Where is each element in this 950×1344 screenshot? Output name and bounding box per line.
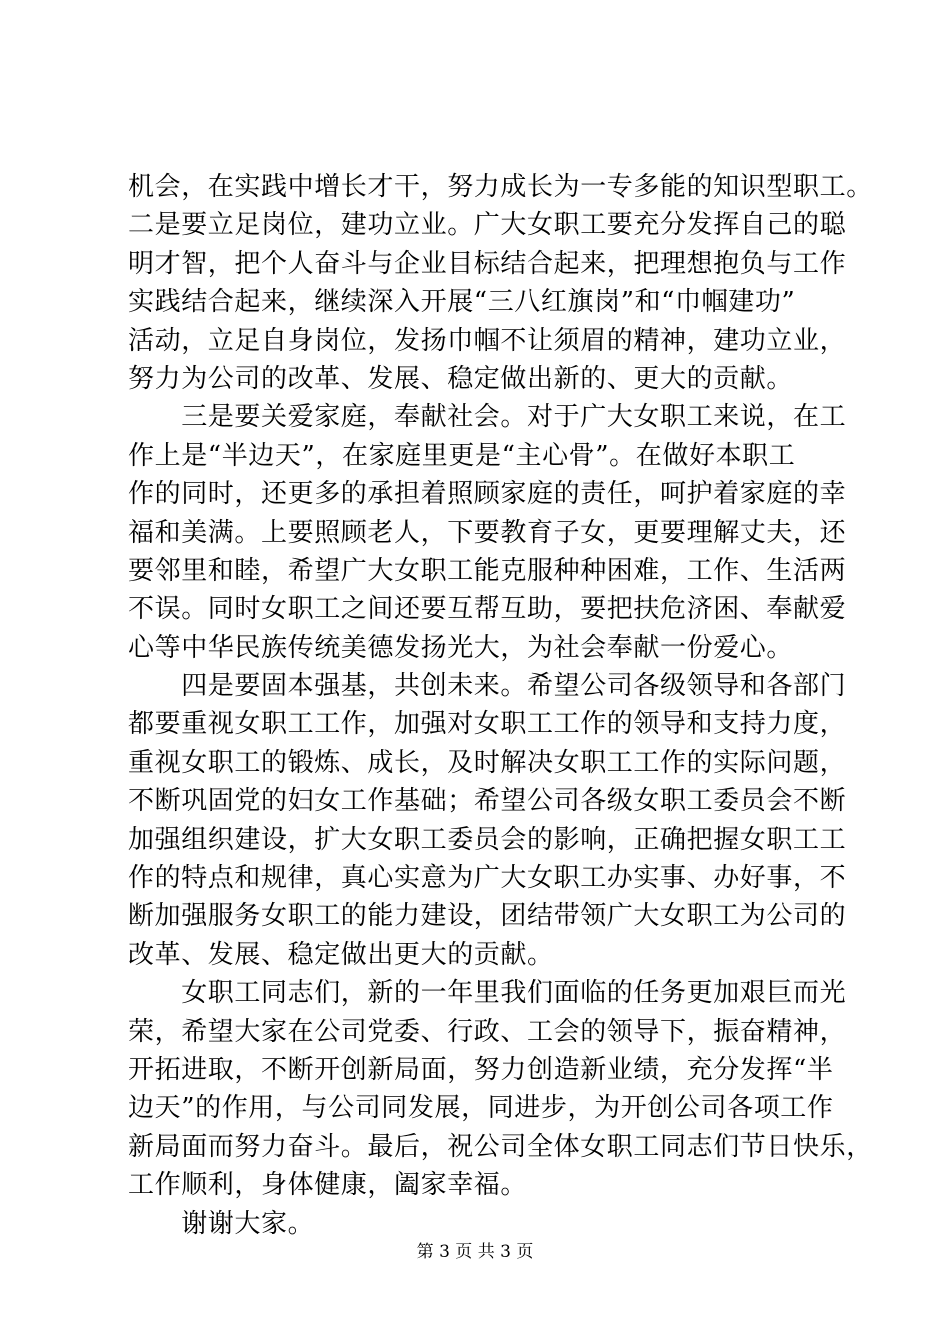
text-line: 明才智，把个人奋斗与企业目标结合起来，把理想抱负与工作 bbox=[128, 248, 847, 279]
text-line: 加强组织建设，扩大女职工委员会的影响，正确把握女职工工 bbox=[128, 824, 847, 855]
text-line: 断加强服务女职工的能力建设，团结带领广大女职工为公司的 bbox=[128, 901, 847, 932]
text-line: 机会，在实践中增长才干，努力成长为一专多能的知识型职工。 bbox=[128, 172, 873, 202]
text-line: 二是要立足岗位，建功立业。广大女职工要充分发挥自己的聪 bbox=[128, 210, 847, 241]
text-line: 作的同时，还更多的承担着照顾家庭的责任，呵护着家庭的幸 bbox=[128, 479, 847, 510]
text-line: 福和美满。上要照顾老人，下要教育子女，更要理解丈夫，还 bbox=[128, 517, 847, 548]
text-line: 作上是“半边天”，在家庭里更是“主心骨”。在做好本职工 bbox=[128, 440, 796, 471]
document-body bbox=[128, 168, 873, 1243]
text-line: 要邻里和睦，希望广大女职工能克服种种困难，工作、生活两 bbox=[128, 555, 847, 586]
text-line: 女职工同志们，新的一年里我们面临的任务更加艰巨而光 bbox=[128, 978, 847, 1009]
text-line: 不误。同时女职工之间还要互帮互助，要把扶危济困、奉献爱 bbox=[128, 594, 847, 625]
text-line: 重视女职工的锻炼、成长，及时解决女职工工作的实际问题， bbox=[128, 747, 847, 778]
text-line: 作的特点和规律，真心实意为广大女职工办实事、办好事，不 bbox=[128, 863, 847, 894]
text-line: 开拓进取，不断开创新局面，努力创造新业绩，充分发挥“半 bbox=[128, 1054, 834, 1085]
text-line: 荣，希望大家在公司党委、行政、工会的领导下，振奋精神， bbox=[128, 1016, 847, 1047]
text-line: 新局面而努力奋斗。最后，祝公司全体女职工同志们节日快乐， bbox=[128, 1131, 873, 1162]
text-line: 边天”的作用，与公司同发展，同进步，为开创公司各项工作 bbox=[128, 1093, 834, 1124]
text-line: 努力为公司的改革、发展、稳定做出新的、更大的贡献。 bbox=[128, 363, 794, 394]
text-line: 四是要固本强基，共创未来。希望公司各级领导和各部门 bbox=[128, 671, 847, 702]
text-line: 谢谢大家。 bbox=[128, 1208, 315, 1239]
text-line: 工作顺利，身体健康，阖家幸福。 bbox=[128, 1170, 528, 1201]
text-line: 三是要关爱家庭，奉献社会。对于广大女职工来说，在工 bbox=[128, 402, 847, 433]
text-line: 都要重视女职工工作，加强对女职工工作的领导和支持力度， bbox=[128, 709, 847, 740]
text-line: 活动，立足自身岗位，发扬巾帼不让须眉的精神，建功立业， bbox=[128, 325, 847, 356]
text-line: 改革、发展、稳定做出更大的贡献。 bbox=[128, 939, 554, 970]
page-number-footer: 第 3 页 共 3 页 bbox=[416, 1242, 534, 1262]
text-line: 实践结合起来，继续深入开展“三八红旗岗”和“巾帼建功” bbox=[128, 287, 796, 318]
text-line: 不断巩固党的妇女工作基础；希望公司各级女职工委员会不断 bbox=[128, 786, 847, 817]
text-line: 心等中华民族传统美德发扬光大，为社会奉献一份爱心。 bbox=[128, 632, 794, 663]
